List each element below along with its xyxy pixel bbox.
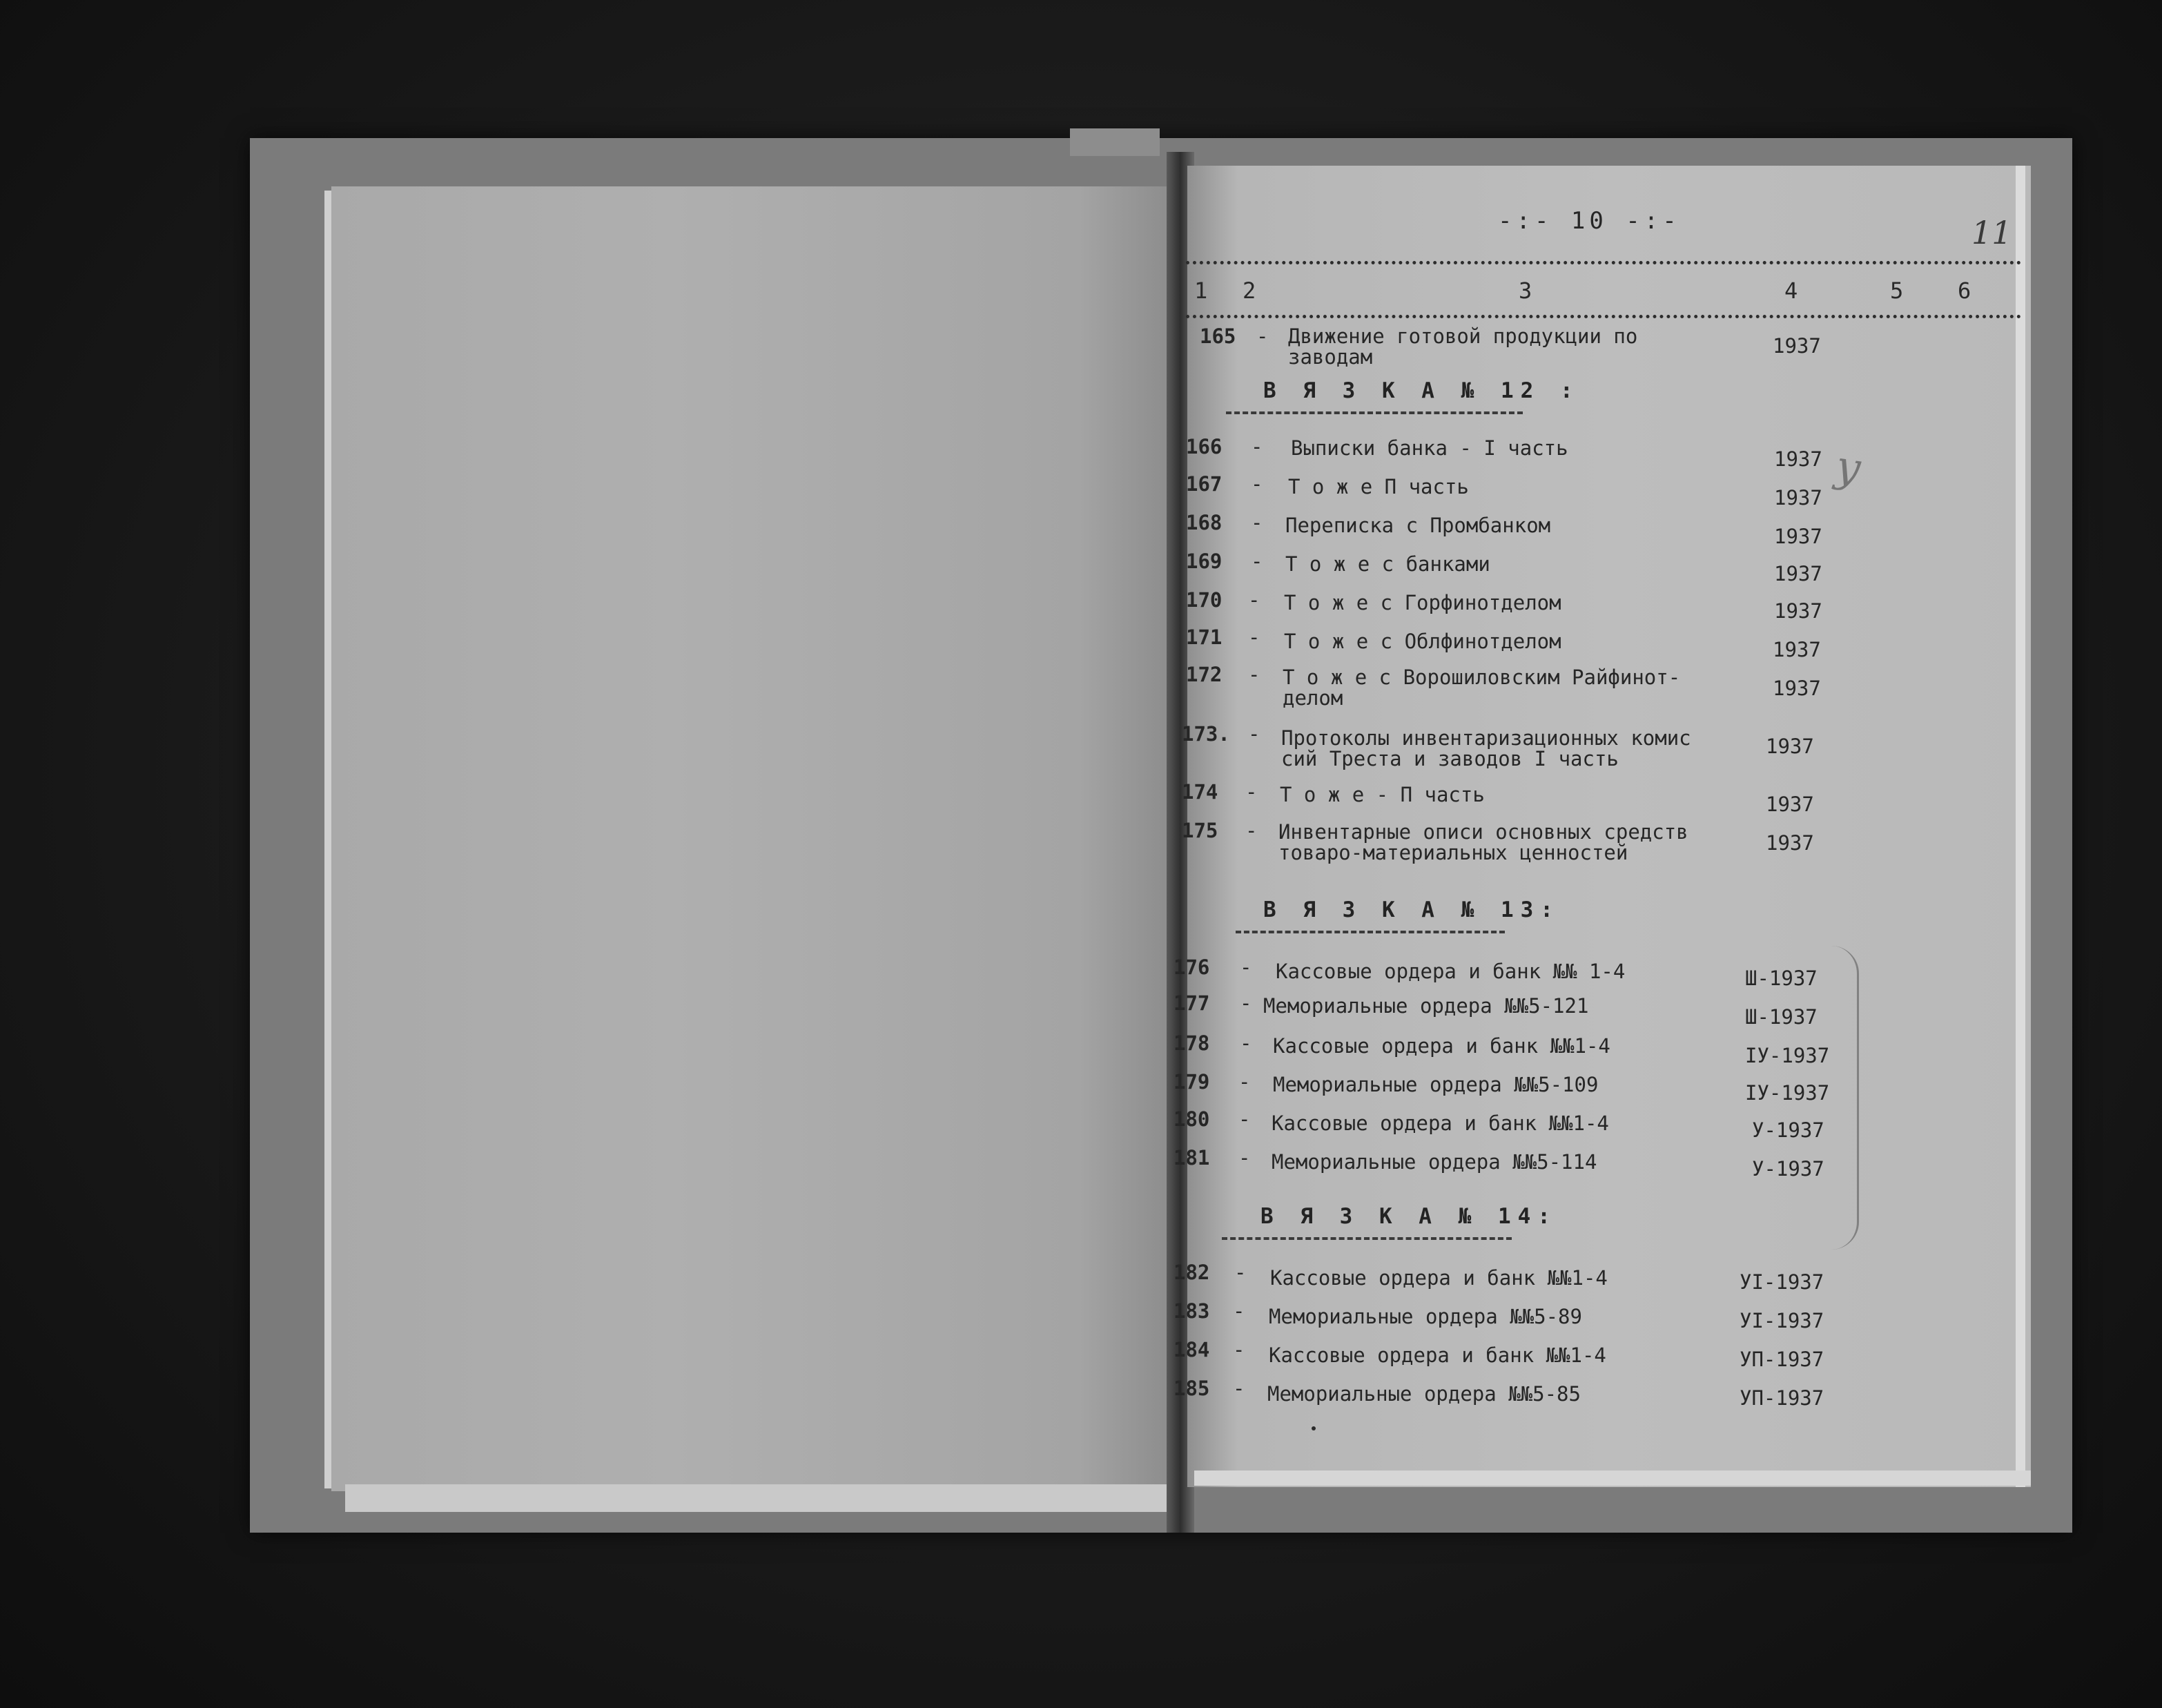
item-number: 180 [1173, 1107, 1210, 1131]
bundle-heading: В Я З К А № 12 : [1263, 378, 1580, 403]
spine-tab [1070, 128, 1160, 156]
item-number: 185 [1173, 1377, 1210, 1400]
item-year: 1937 [1773, 638, 1821, 661]
item-title: Т о ж е с Ворошиловским Райфинот- делом [1283, 666, 1681, 710]
item-dash: - [1240, 991, 1252, 1015]
item-dash: - [1238, 1146, 1251, 1170]
item-year: 1937 [1773, 677, 1821, 700]
header-bottom-rule [1186, 315, 2021, 318]
item-year: Ш-1937 [1745, 967, 1818, 990]
item-dash: - [1248, 663, 1260, 686]
item-number: 182 [1173, 1261, 1210, 1284]
item-title: Мемориальные ордера №№5-89 [1269, 1305, 1582, 1328]
item-year: 1937 [1774, 486, 1822, 510]
item-dash: - [1248, 588, 1260, 612]
header-top-rule [1186, 261, 2021, 264]
column-heading-4: 4 [1784, 278, 1798, 304]
ink-dot [1312, 1426, 1316, 1430]
bundle-heading: В Я З К А № 14: [1260, 1204, 1557, 1229]
item-title: Т о ж е с банками [1285, 552, 1490, 576]
column-heading-3: 3 [1519, 278, 1532, 304]
item-title: Т о ж е с Горфинотделом [1284, 591, 1561, 614]
column-heading-1: 1 [1194, 278, 1208, 304]
item-year: 1937 [1773, 334, 1821, 358]
item-year: УП-1937 [1740, 1348, 1824, 1371]
bundle-underline [1236, 931, 1505, 933]
item-number: 171 [1186, 625, 1223, 649]
item-year: 1937 [1774, 562, 1822, 585]
item-number: 170 [1186, 588, 1223, 612]
item-number: 176 [1173, 955, 1210, 979]
item-number: 172 [1186, 663, 1223, 686]
item-dash: - [1248, 625, 1260, 649]
item-dash: - [1256, 324, 1269, 348]
item-year: 1937 [1774, 599, 1822, 623]
item-year: 1937 [1766, 831, 1814, 855]
item-dash: - [1240, 1031, 1252, 1055]
item-number: 166 [1186, 435, 1223, 458]
bundle-heading: В Я З К А № 13: [1263, 897, 1560, 922]
item-title: Т о ж е с Облфинотделом [1284, 630, 1561, 653]
bundle-underline [1222, 1237, 1512, 1240]
item-dash: - [1245, 780, 1258, 804]
item-title: Т о ж е П часть [1288, 475, 1469, 498]
item-number: 178 [1173, 1031, 1210, 1055]
pencil-letter-mark: у [1833, 440, 1864, 494]
bundle-underline [1226, 411, 1523, 414]
item-title: Т о ж е - П часть [1280, 783, 1485, 806]
item-year: IУ-1937 [1745, 1081, 1830, 1105]
item-dash: - [1240, 955, 1252, 979]
left-page-bottom-edge [345, 1484, 1173, 1512]
item-title: Выписки банка - I часть [1291, 436, 1568, 460]
item-dash: - [1233, 1299, 1245, 1323]
item-title: Кассовые ордера и банк №№1-4 [1270, 1266, 1608, 1290]
item-title: Кассовые ордера и банк №№1-4 [1269, 1343, 1606, 1367]
item-title: Мемориальные ордера №№5-109 [1273, 1073, 1599, 1096]
item-number: 167 [1186, 472, 1223, 496]
item-dash: - [1245, 819, 1258, 842]
item-title: Кассовые ордера и банк №№1-4 [1273, 1034, 1610, 1058]
item-number: 184 [1173, 1338, 1210, 1361]
item-year: У-1937 [1752, 1118, 1824, 1142]
right-page-bottom-edge [1194, 1471, 2031, 1486]
item-number: 179 [1173, 1070, 1210, 1094]
item-number: 169 [1186, 550, 1223, 573]
item-title: Переписка с Промбанком [1285, 514, 1551, 537]
item-dash: - [1251, 435, 1263, 458]
item-dash: - [1234, 1261, 1247, 1284]
column-heading-2: 2 [1243, 278, 1256, 304]
item-title: Протоколы инвентаризационных комис сий Треста и заводов I часть [1281, 726, 1691, 770]
item-number: 183 [1173, 1299, 1210, 1323]
item-title: Мемориальные ордера №№5-114 [1272, 1150, 1597, 1174]
item-title: Мемориальные ордера №№5-121 [1263, 994, 1589, 1018]
page-number: -:- 10 -:- [1498, 207, 1681, 235]
item-number: 174 [1182, 780, 1218, 804]
right-page-edge [2016, 166, 2025, 1487]
item-title: Движение готовой продукции по заводам [1288, 324, 1638, 369]
item-number: 177 [1173, 991, 1210, 1015]
item-dash: - [1233, 1377, 1245, 1400]
item-dash: - [1248, 722, 1260, 746]
item-dash: - [1251, 511, 1263, 534]
left-page [331, 186, 1180, 1491]
item-year: 1937 [1774, 447, 1822, 471]
handwritten-folio-number: 11 [1971, 214, 2012, 251]
item-number: 181 [1173, 1146, 1210, 1170]
item-year: 1937 [1774, 525, 1822, 548]
item-dash: - [1251, 472, 1263, 496]
item-title: Мемориальные ордера №№5-85 [1267, 1382, 1581, 1406]
column-heading-5: 5 [1890, 278, 1904, 304]
item-title: Инвентарные описи основных средств товаро-материальных ценностей [1278, 820, 1688, 864]
item-year: 1937 [1766, 735, 1814, 758]
pencil-bracket-mark [1829, 946, 1859, 1250]
item-title: Кассовые ордера и банк №№ 1-4 [1276, 960, 1626, 983]
item-number: 165 [1200, 324, 1236, 348]
item-number: 168 [1186, 511, 1223, 534]
column-heading-6: 6 [1958, 278, 1971, 304]
item-year: У-1937 [1752, 1157, 1824, 1181]
item-dash: - [1233, 1338, 1245, 1361]
item-number: 175 [1182, 819, 1218, 842]
item-year: 1937 [1766, 793, 1814, 816]
item-year: IУ-1937 [1745, 1044, 1830, 1067]
item-year: Ш-1937 [1745, 1005, 1818, 1029]
item-title: Кассовые ордера и банк №№1-4 [1272, 1112, 1609, 1135]
item-number: 173. [1182, 722, 1230, 746]
item-dash: - [1238, 1070, 1251, 1094]
item-dash: - [1251, 550, 1263, 573]
item-year: УI-1937 [1740, 1270, 1824, 1294]
item-year: УI-1937 [1740, 1309, 1824, 1332]
item-dash: - [1238, 1107, 1251, 1131]
item-year: УП-1937 [1740, 1386, 1824, 1410]
